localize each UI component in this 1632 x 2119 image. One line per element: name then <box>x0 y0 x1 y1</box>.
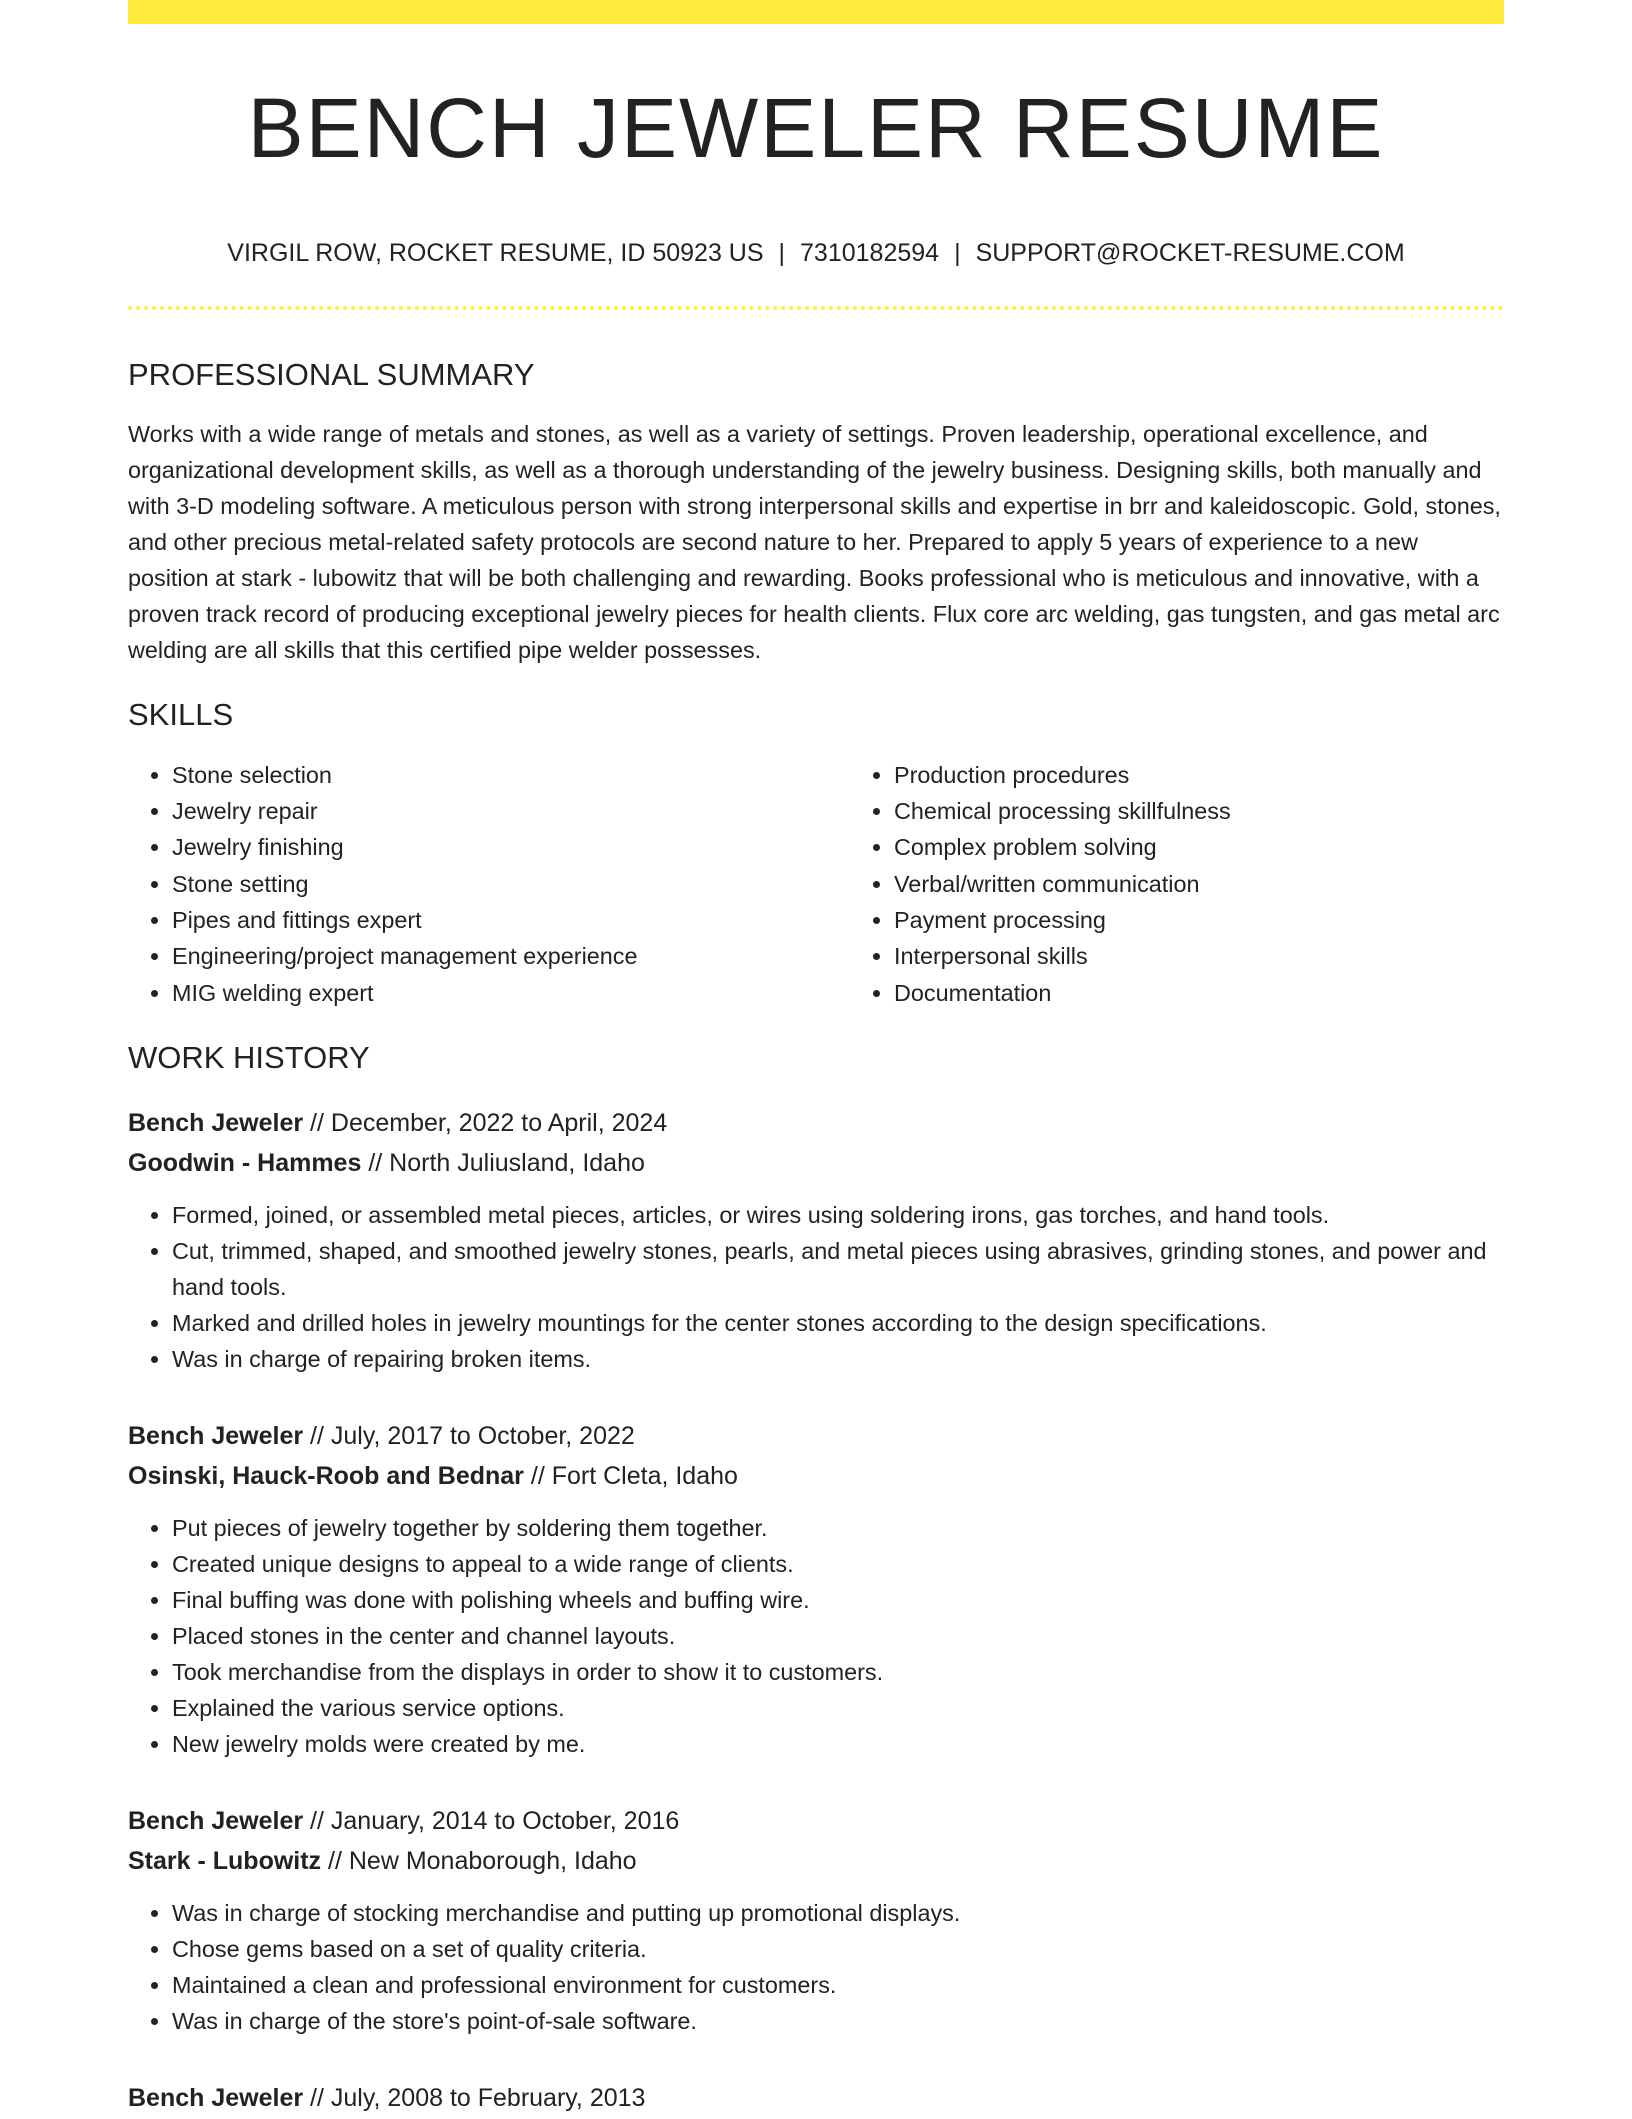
job-title: Bench Jeweler <box>128 2084 304 2113</box>
job-duties-list <box>128 1895 1504 2039</box>
job-title-line <box>128 2079 1504 2119</box>
skills-list-left <box>128 757 850 1011</box>
job-duty-item: • Final buffing was done with polishing wheels and buffing wire. <box>172 1582 1504 1618</box>
resume-title: BENCH JEWELER RESUME <box>247 81 1385 175</box>
job-separator: // <box>361 1148 390 1177</box>
skill-item: • Documentation <box>894 975 1572 1011</box>
skill-item: • Jewelry finishing <box>172 829 850 865</box>
summary-heading: PROFESSIONAL SUMMARY <box>128 357 535 393</box>
contact-separator: | <box>954 239 961 268</box>
skill-item: • MIG welding expert <box>172 975 850 1011</box>
job-title: Bench Jeweler <box>128 1807 304 1836</box>
job-dates: December, 2022 to April, 2024 <box>330 1109 668 1138</box>
work-history-heading: WORK HISTORY <box>128 1039 370 1075</box>
skill-item: • Production procedures <box>894 757 1572 793</box>
job-company: Stark - Lubowitz <box>128 1846 322 1875</box>
job-title-line <box>128 1417 1504 1457</box>
job-duty-item: • Formed, joined, or assembled metal pieces, articles, or wires using soldering irons, gas torches, and hand tools. <box>172 1197 1504 1233</box>
job-duty-item: • Took merchandise from the displays in order to show it to customers. <box>172 1654 1504 1690</box>
job-entry <box>128 2079 1504 2119</box>
job-company-line <box>128 1144 1504 1184</box>
job-location: New Monaborough, Idaho <box>348 1846 637 1875</box>
summary-text: Works with a wide range of metals and stones, as well as a variety of settings. Proven leadership, operational excellence, and organizational development skills, as well as a thorough understanding of the jewelry business. Designing skills, both manually and with 3-D modeling software. A meticulous person with strong interpersonal skills and expertise in brr and kaleidoscopic. Gold, stones, and other precious metal-related safety protocols are second nature to her. Prepared to apply 5 years of experience to a new position at stark - lubowitz that will be both challenging and rewarding. Books professional who is meticulous and innovative, with a proven track record of producing exceptional jewelry pieces for health clients. Flux core arc welding, gas tungsten, and gas metal arc welding are all skills that this certified pipe welder possesses. <box>128 420 1501 663</box>
job-duty-item: • Put pieces of jewelry together by soldering them together. <box>172 1510 1504 1546</box>
skill-item: • Payment processing <box>894 902 1572 938</box>
job-company: Osinski, Hauck-Roob and Bednar <box>128 1461 524 1490</box>
skill-item: • Stone setting <box>172 866 850 902</box>
job-dates: July, 2008 to February, 2013 <box>330 2084 646 2113</box>
job-company-line <box>128 1842 1504 1882</box>
job-title-line <box>128 1104 1504 1144</box>
skills-list-right <box>850 757 1572 1011</box>
contact-phone: 7310182594 <box>800 239 940 268</box>
job-title: Bench Jeweler <box>128 1109 304 1138</box>
top-accent-bar <box>128 0 1504 24</box>
skill-item: • Verbal/written communication <box>894 866 1572 902</box>
job-location: Fort Cleta, Idaho <box>551 1461 738 1490</box>
job-duty-item: • Chose gems based on a set of quality criteria. <box>172 1931 1504 1967</box>
job-duty-item: • Maintained a clean and professional environment for customers. <box>172 1967 1504 2003</box>
job-duties-list <box>128 1197 1504 1377</box>
job-duty-item: • Marked and drilled holes in jewelry mountings for the center stones according to the design specifications. <box>172 1305 1504 1341</box>
contact-address: VIRGIL ROW, ROCKET RESUME, ID 50923 US <box>227 239 764 268</box>
skill-item: • Engineering/project management experience <box>172 938 850 974</box>
job-separator: // <box>303 1109 331 1138</box>
job-entry <box>128 1104 1504 1377</box>
skill-item: • Pipes and fittings expert <box>172 902 850 938</box>
job-separator: // <box>303 1422 331 1451</box>
work-history-list <box>128 1104 1504 2119</box>
job-dates: January, 2014 to October, 2016 <box>330 1807 680 1836</box>
skill-item: • Jewelry repair <box>172 793 850 829</box>
skill-item: • Stone selection <box>172 757 850 793</box>
job-duty-item: • Cut, trimmed, shaped, and smoothed jewelry stones, pearls, and metal pieces using abrasives, grinding stones, and power and hand tools. <box>172 1233 1504 1305</box>
job-duties-list <box>128 1510 1504 1762</box>
job-entry <box>128 1802 1504 2039</box>
skills-columns <box>128 757 1504 1011</box>
contact-line <box>128 238 1504 268</box>
job-duty-item: • New jewelry molds were created by me. <box>172 1726 1504 1762</box>
job-entry <box>128 1417 1504 1762</box>
job-separator: // <box>303 2084 331 2113</box>
job-duty-item: • Was in charge of stocking merchandise and putting up promotional displays. <box>172 1895 1504 1931</box>
contact-separator: | <box>778 239 786 268</box>
job-duty-item: • Created unique designs to appeal to a wide range of clients. <box>172 1546 1504 1582</box>
skill-item: • Chemical processing skillfulness <box>894 793 1572 829</box>
job-separator: // <box>321 1846 349 1875</box>
job-title-line <box>128 1802 1504 1842</box>
job-duty-item: • Explained the various service options. <box>172 1690 1504 1726</box>
resume-page <box>128 0 1504 2119</box>
job-location: North Juliusland, Idaho <box>389 1148 645 1177</box>
job-dates: July, 2017 to October, 2022 <box>330 1422 635 1451</box>
job-separator: // <box>523 1461 552 1490</box>
job-duty-item: • Placed stones in the center and channel layouts. <box>172 1618 1504 1654</box>
job-company-line <box>128 1457 1504 1497</box>
dotted-divider <box>128 306 1504 310</box>
contact-email: SUPPORT@ROCKET-RESUME.COM <box>975 239 1405 268</box>
job-separator: // <box>303 1807 331 1836</box>
job-title: Bench Jeweler <box>128 1422 304 1451</box>
skills-heading: SKILLS <box>128 696 234 732</box>
job-duty-item: • Was in charge of repairing broken items. <box>172 1341 1504 1377</box>
job-duty-item: • Was in charge of the store's point-of-sale software. <box>172 2003 1504 2039</box>
skill-item: • Complex problem solving <box>894 829 1572 865</box>
job-company: Goodwin - Hammes <box>128 1148 362 1177</box>
skill-item: • Interpersonal skills <box>894 938 1572 974</box>
